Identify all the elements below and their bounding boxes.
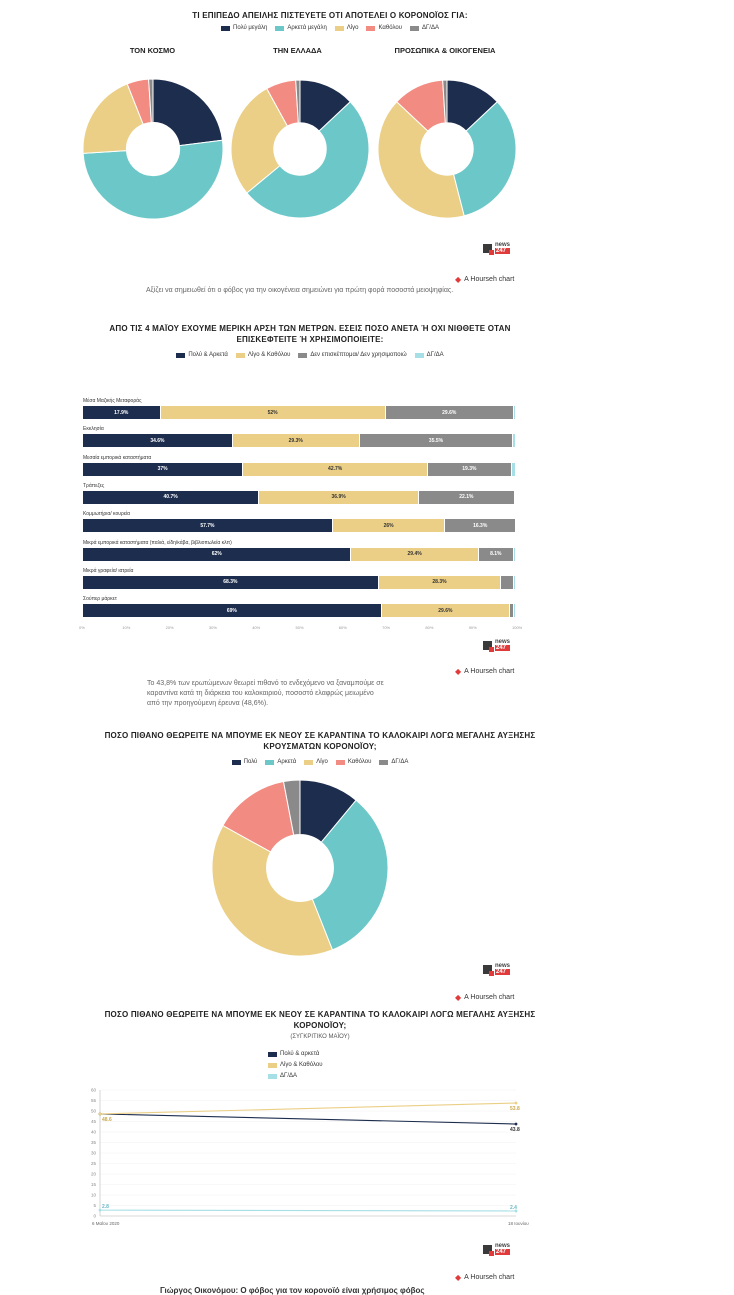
- bar-segment: [514, 576, 516, 589]
- y-tick-label: 55: [90, 1098, 96, 1103]
- bar-segment: 8.1%: [479, 548, 514, 561]
- section1-legend: [40, 25, 620, 31]
- y-tick-label: 45: [90, 1119, 96, 1124]
- x-tick-label: 50%: [295, 625, 304, 630]
- source-label: A Hourseh chart: [464, 1274, 515, 1281]
- legend-label: Πολύ: [243, 759, 258, 765]
- legend-swatch: [232, 760, 241, 765]
- pie-title-family: ΠΡΟΣΩΠΙΚΑ & ΟΙΚΟΓΕΝΕΙΑ: [394, 46, 496, 55]
- logo-badge: 247: [495, 969, 510, 975]
- x-tick-label: 6 Μαΐου 2020: [92, 1221, 120, 1226]
- x-tick-label: 30%: [208, 625, 217, 630]
- stacked-bar-chart: [83, 398, 516, 623]
- chart-source-4: [455, 1273, 514, 1282]
- logo-badge: 247: [495, 248, 510, 254]
- legend-swatch: [366, 26, 375, 31]
- legend-swatch: [298, 353, 307, 358]
- bar-segment: 42.7%: [243, 463, 428, 476]
- y-tick-label: 50: [90, 1108, 96, 1114]
- pie-slice: [153, 79, 222, 146]
- bar-segment: [512, 463, 516, 476]
- bar-category-label: Κομμωτήρια/ κουρεία: [83, 511, 131, 518]
- legend-swatch: [336, 760, 345, 765]
- legend-swatch: [268, 1052, 277, 1057]
- x-tick-label: 90%: [468, 625, 477, 630]
- data-label: 2.4: [510, 1204, 517, 1211]
- y-tick-label: 40: [90, 1129, 96, 1135]
- bar-segment: 37%: [83, 463, 243, 476]
- legend-item: [379, 759, 408, 765]
- bar-segment: [501, 576, 514, 589]
- bar-segment: 19.3%: [428, 463, 512, 476]
- donut-chart-greece: [230, 79, 370, 219]
- y-tick-label: 25: [90, 1161, 96, 1166]
- x-tick-label: 80%: [425, 625, 434, 630]
- footer-headline: Γιώργος Οικονόμου: Ο φόβος για τον κορονοϊό είναι χρήσιμος φόβος: [160, 1286, 425, 1295]
- legend-label: Αρκετά μεγάλη: [287, 25, 327, 31]
- y-tick-label: 15: [90, 1182, 96, 1187]
- bar-segment: 16.3%: [445, 519, 516, 532]
- section2-title-line1: ΑΠΟ ΤΙΣ 4 ΜΑΪΟΥ ΕΧΟΥΜΕ ΜΕΡΙΚΗ ΑΡΣΗ ΤΩΝ ΜΕΤΡΩΝ. ΕΣΕΙΣ ΠΟΣΟ ΑΝΕΤΑ Ή ΟΧΙ ΝΙΘΘΕΤΕ ΟΤΑΝ: [109, 324, 511, 333]
- y-tick-label: 30: [90, 1150, 96, 1156]
- data-point: [515, 1102, 518, 1105]
- chart-source-1: [455, 275, 514, 284]
- logo-text: news: [495, 242, 511, 248]
- legend-label: Λίγο & Καθόλου: [247, 352, 291, 358]
- logo-text: news: [495, 639, 511, 645]
- legend-label: Καθόλου: [378, 25, 402, 31]
- bar-segment: 29.6%: [386, 406, 514, 419]
- bar-segment: 29.6%: [382, 604, 510, 617]
- source-dot-icon: ◆: [455, 667, 462, 676]
- legend-swatch: [221, 26, 230, 31]
- bar-category-label: Μικρά εμπορικά καταστήματα (παλιά, είδη/κάβα, βιβλιοπωλεία κλπ): [83, 539, 232, 546]
- x-tick-label: 20%: [165, 625, 174, 630]
- section3-title-line2: ΚΡΟΥΣΜΑΤΩΝ ΚΟΡΟΝΟΪΟΥ;: [263, 742, 377, 751]
- legend-label: Πολύ & αρκετά: [280, 1051, 320, 1057]
- line-chart-comparison: [80, 1084, 530, 1232]
- y-tick-label: 20: [90, 1171, 96, 1177]
- legend-swatch: [268, 1074, 277, 1079]
- section2-title-line2: ΕΠΙΣΚΕΦΤΕΙΤΕ Ή ΧΡΗΣΙΜΟΠΟΙΕΙΤΕ:: [236, 335, 384, 344]
- legend-item: [221, 25, 267, 31]
- section4-legend: [268, 1049, 408, 1082]
- legend-swatch: [335, 26, 344, 31]
- legend-swatch: [379, 760, 388, 765]
- source-dot-icon: ◆: [455, 1273, 462, 1282]
- bar-segment: 26%: [333, 519, 446, 532]
- legend-label: Λίγο: [316, 759, 328, 765]
- x-tick-label: 70%: [382, 625, 391, 630]
- bar-segment: 17.9%: [83, 406, 161, 419]
- section4-title-line1: ΠΟΣΟ ΠΙΘΑΝΟ ΘΕΩΡΕΙΤΕ ΝΑ ΜΠΟΥΜΕ ΕΚ ΝΕΟΥ ΣΕ ΚΑΡΑΝΤΙΝΑ ΤΟ ΚΑΛΟΚΑΙΡΙ ΛΟΓΩ ΜΕΓΑΛΗΣ ΑΥΞΗΣΗΣ: [104, 1010, 536, 1019]
- section4-title-line2: ΚΟΡΟΝΟΪΟΥ;: [293, 1021, 347, 1030]
- note-line: Το 43,8% των ερωτώμενων θεωρεί πιθανό το ενδεχόμενο να ξαναμπούμε σε: [147, 680, 384, 687]
- bar-segment: 68.3%: [83, 576, 379, 589]
- bar-category-label: Τράπεζες: [83, 482, 105, 489]
- y-tick-label: 35: [90, 1140, 96, 1145]
- legend-label: Πολύ & Αρκετά: [188, 352, 228, 358]
- legend-item: [335, 25, 359, 31]
- bar-segment: 35.5%: [360, 434, 514, 447]
- x-tick-label: 40%: [252, 625, 261, 630]
- x-tick-label: 18 Ιουνίου: [508, 1221, 529, 1226]
- section3-legend: [60, 759, 580, 765]
- legend-item: [232, 759, 258, 765]
- news247-logo-2: [483, 639, 510, 651]
- series-line: [100, 1103, 516, 1114]
- legend-label: ΔΓ/ΔΑ: [280, 1073, 297, 1079]
- donut-chart-quarantine: [211, 779, 389, 957]
- legend-item: [415, 352, 444, 358]
- logo-badge: 247: [495, 1249, 510, 1255]
- logo-text: news: [495, 1243, 511, 1249]
- y-tick-label: 60: [90, 1087, 96, 1093]
- bar-segment: [514, 548, 516, 561]
- legend-swatch: [268, 1063, 277, 1068]
- legend-label: Αρκετά: [277, 759, 297, 765]
- source-label: A Hourseh chart: [464, 668, 515, 675]
- logo-mark-icon: [483, 641, 492, 650]
- data-point: [515, 1123, 518, 1126]
- section2-legend: [60, 352, 560, 358]
- data-label: 2.8: [102, 1204, 109, 1211]
- section4-subtitle: (ΣΥΓΚΡΙΤΙΚΟ ΜΑΪΟΥ): [290, 1034, 350, 1040]
- section1-title: ΤΙ ΕΠΙΠΕΔΟ ΑΠΕΙΛΗΣ ΠΙΣΤΕΥΕΤΕ ΟΤΙ ΑΠΟΤΕΛΕΙ Ο ΚΟΡΟΝΟΪΟΣ ΓΙΑ:: [192, 11, 468, 20]
- legend-item: [236, 352, 291, 358]
- chart-source-2: [455, 667, 514, 676]
- legend-item: [366, 25, 401, 31]
- news247-logo-4: [483, 1243, 510, 1255]
- data-label: 53.8: [510, 1106, 520, 1113]
- legend-label: ΔΓ/ΔΑ: [421, 25, 439, 31]
- bar-segment: 62%: [83, 548, 351, 561]
- data-point: [99, 1209, 102, 1212]
- x-tick-label: 60%: [338, 625, 347, 630]
- legend-item: [268, 1049, 408, 1060]
- pie-title-greece: ΤΗΝ ΕΛΛΑΔΑ: [273, 46, 322, 55]
- bar-segment: 29.3%: [233, 434, 360, 447]
- legend-swatch: [410, 26, 419, 31]
- source-label: A Hourseh chart: [464, 276, 515, 283]
- bar-segment: 57.7%: [83, 519, 333, 532]
- bar-category-label: Σούπερ μάρκετ: [83, 596, 117, 603]
- source-label: A Hourseh chart: [464, 994, 515, 1001]
- source-dot-icon: ◆: [455, 275, 462, 284]
- data-point: [99, 1113, 102, 1116]
- note-line: καραντίνα κατά τη διάρκεια του καλοκαιριού, ποσοστό ελαφρώς μειωμένο: [147, 690, 374, 697]
- donut-chart-world: [82, 78, 224, 220]
- data-label: 43.8: [510, 1127, 520, 1134]
- legend-swatch: [176, 353, 185, 358]
- bar-segment: 40.7%: [83, 491, 259, 504]
- donut-chart-family: [377, 79, 517, 219]
- news247-logo: [483, 242, 510, 254]
- logo-text: news: [495, 963, 511, 969]
- legend-swatch: [275, 26, 284, 31]
- legend-swatch: [265, 760, 274, 765]
- note-line: από την προηγούμενη έρευνα (48,6%).: [147, 700, 269, 707]
- legend-label: Καθόλου: [347, 759, 372, 765]
- x-tick-label: 0%: [79, 625, 85, 630]
- source-dot-icon: ◆: [455, 993, 462, 1002]
- legend-label: Λίγο & Καθόλου: [280, 1062, 323, 1068]
- logo-mark-icon: [483, 965, 492, 974]
- legend-item: [410, 25, 439, 31]
- y-tick-label: 5: [93, 1203, 96, 1208]
- bar-segment: [514, 406, 516, 419]
- legend-label: Λίγο: [346, 25, 359, 31]
- bar-category-label: Μεσαία εμπορικά καταστήματα: [83, 454, 152, 461]
- bar-segment: 34.6%: [83, 434, 233, 447]
- y-tick-label: 10: [90, 1192, 96, 1198]
- legend-swatch: [415, 353, 424, 358]
- legend-item: [265, 759, 296, 765]
- legend-item: [268, 1071, 408, 1082]
- bar-segment: [514, 604, 516, 617]
- x-tick-label: 100%: [512, 625, 523, 630]
- logo-mark-icon: [483, 1245, 492, 1254]
- legend-label: Πολύ μεγάλη: [233, 25, 268, 31]
- bar-segment: 36.9%: [259, 491, 419, 504]
- legend-item: [176, 352, 228, 358]
- legend-swatch: [236, 353, 245, 358]
- logo-badge: 247: [495, 645, 510, 651]
- bar-category-label: Μέσα Μαζικής Μεταφοράς: [83, 398, 142, 404]
- series-line: [100, 1210, 516, 1211]
- legend-label: ΔΓ/ΔΑ: [426, 352, 444, 358]
- data-label: 48.6: [102, 1116, 112, 1123]
- section2-note: [147, 679, 527, 709]
- bar-segment: [515, 491, 516, 504]
- news247-logo-3: [483, 963, 510, 975]
- bar-segment: 52%: [161, 406, 386, 419]
- bar-segment: [513, 434, 516, 447]
- legend-item: [304, 759, 328, 765]
- chart-source-3: [455, 993, 514, 1002]
- y-tick-label: 0: [93, 1213, 96, 1219]
- x-tick-label: 10%: [122, 625, 131, 630]
- logo-mark-icon: [483, 244, 492, 253]
- bar-segment: 22.1%: [419, 491, 515, 504]
- bar-category-label: Μικρά γραφεία/ ιατρεία: [83, 567, 134, 574]
- legend-label: ΔΓ/ΔΑ: [391, 759, 409, 765]
- legend-item: [268, 1060, 408, 1071]
- section1-note: Αξίζει να σημειωθεί ότι ο φόβος για την οικογένεια σημειώνει για πρώτη φορά ποσοστά μειοψηφίας.: [146, 287, 454, 294]
- legend-item: [275, 25, 326, 31]
- bar-category-label: Εκκλησία: [83, 426, 104, 433]
- legend-item: [336, 759, 371, 765]
- pie-title-world: ΤΟΝ ΚΟΣΜΟ: [129, 46, 176, 55]
- legend-label: Δεν επισκέπτομαι/ Δεν χρησιμοποιώ: [310, 352, 407, 358]
- legend-swatch: [304, 760, 313, 765]
- bar-x-axis: [79, 625, 523, 633]
- bar-segment: [516, 519, 517, 532]
- bar-segment: 28.3%: [379, 576, 502, 589]
- bar-segment: 69%: [83, 604, 382, 617]
- legend-item: [298, 352, 406, 358]
- series-line: [100, 1114, 516, 1124]
- section3-title-line1: ΠΟΣΟ ΠΙΘΑΝΟ ΘΕΩΡΕΙΤΕ ΝΑ ΜΠΟΥΜΕ ΕΚ ΝΕΟΥ ΣΕ ΚΑΡΑΝΤΙΝΑ ΤΟ ΚΑΛΟΚΑΙΡΙ ΛΟΓΩ ΜΕΓΑΛΗΣ ΑΥΞΗΣΗΣ: [104, 731, 536, 740]
- bar-segment: 29.4%: [351, 548, 478, 561]
